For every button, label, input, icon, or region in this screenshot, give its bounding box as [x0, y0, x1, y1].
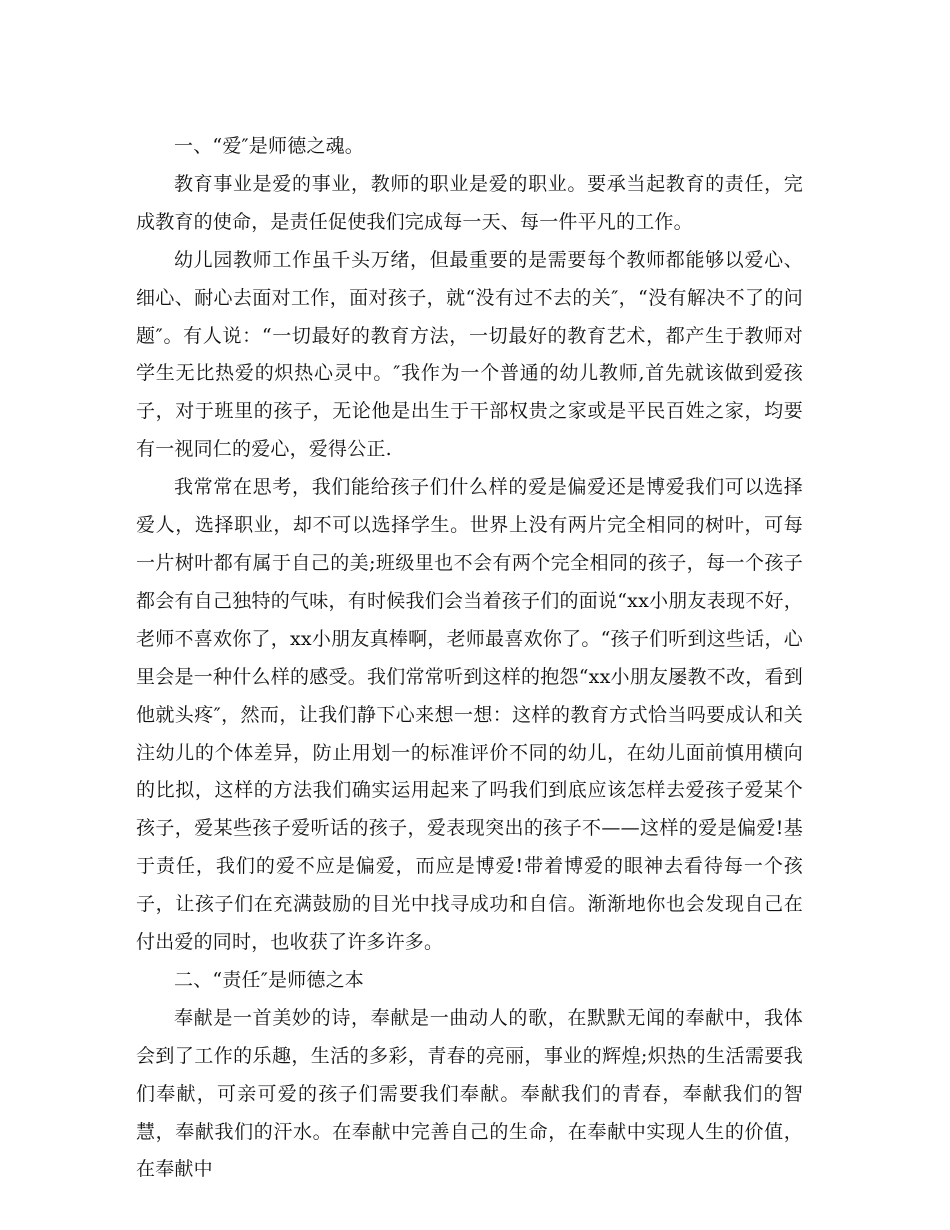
- document-body: [136, 128, 803, 1189]
- paragraph-dedication: 奉献是一首美妙的诗，奉献是一曲动人的歌，在默默无闻的奉献中，我体会到了工作的乐趣，生活的多彩，青春的亮丽，事业的辉煌;炽热的生活需要我们奉献，可亲可爱的孩子们需要我们奉献。奉献我们的青春，奉献我们的智慧，奉献我们的汗水。在奉献中完善自己的生命，在奉献中实现人生的价值，在奉献中: [136, 1006, 803, 1181]
- section-heading-responsibility: 二、“责任″是师德之本: [174, 968, 365, 991]
- paragraph-education-cause: 教育事业是爱的事业，教师的职业是爱的职业。要承当起教育的责任，完成教育的使命，是责任促使我们完成每一天、每一件平凡的工作。: [136, 172, 803, 233]
- paragraph-reflection: 我常常在思考，我们能给孩子们什么样的爱是偏爱还是博爱我们可以选择爱人，选择职业，却不可以选择学生。世界上没有两片完全相同的树叶，可每一片树叶都有属于自己的美;班级里也不会有两个完全相同的孩子，每一个孩子都会有自己独特的气味，有时候我们会当着孩子们的面说“xx小朋友表现不好，老师不喜欢你了，xx小朋友真棒啊，老师最喜欢你了。“孩子们听到这些话，心里会是一种什么样的感受。我们常常听到这样的抱怨“xx小朋友屡教不改，看到他就头疼″，然而，让我们静下心来想一想：这样的教育方式恰当吗要成认和关注幼儿的个体差异，防止用划一的标准评价不同的幼儿，在幼儿面前慎用横向的比拟，这样的方法我们确实运用起来了吗我们到底应该怎样去爱孩子爱某个孩子，爱某些孩子爱听话的孩子，爱表现突出的孩子不——这样的爱是偏爱!基于责任，我们的爱不应是偏爱，而应是博爱!带着博爱的眼神去看待每一个孩子，让孩子们在充满鼓励的目光中找寻成功和自信。渐渐地你也会发现自己在付出爱的同时，也收获了许多许多。: [136, 476, 803, 954]
- section-heading-love: 一、“爱″是师德之魂。: [174, 135, 365, 157]
- paragraph-kindergarten-teacher: 幼儿园教师工作虽千头万绪，但最重要的是需要每个教师都能够以爱心、细心、耐心去面对工作，面对孩子，就“没有过不去的关″，“没有解决不了的问题″。有人说：“一切最好的教育方法，一切最好的教育艺术，都产生于教师对学生无比热爱的炽热心灵中。″我作为一个普通的幼儿教师,首先就该做到爱孩子，对于班里的孩子，无论他是出生于干部权贵之家或是平民百姓之家，均要有一视同仁的爱心，爱得公正.: [136, 248, 803, 461]
